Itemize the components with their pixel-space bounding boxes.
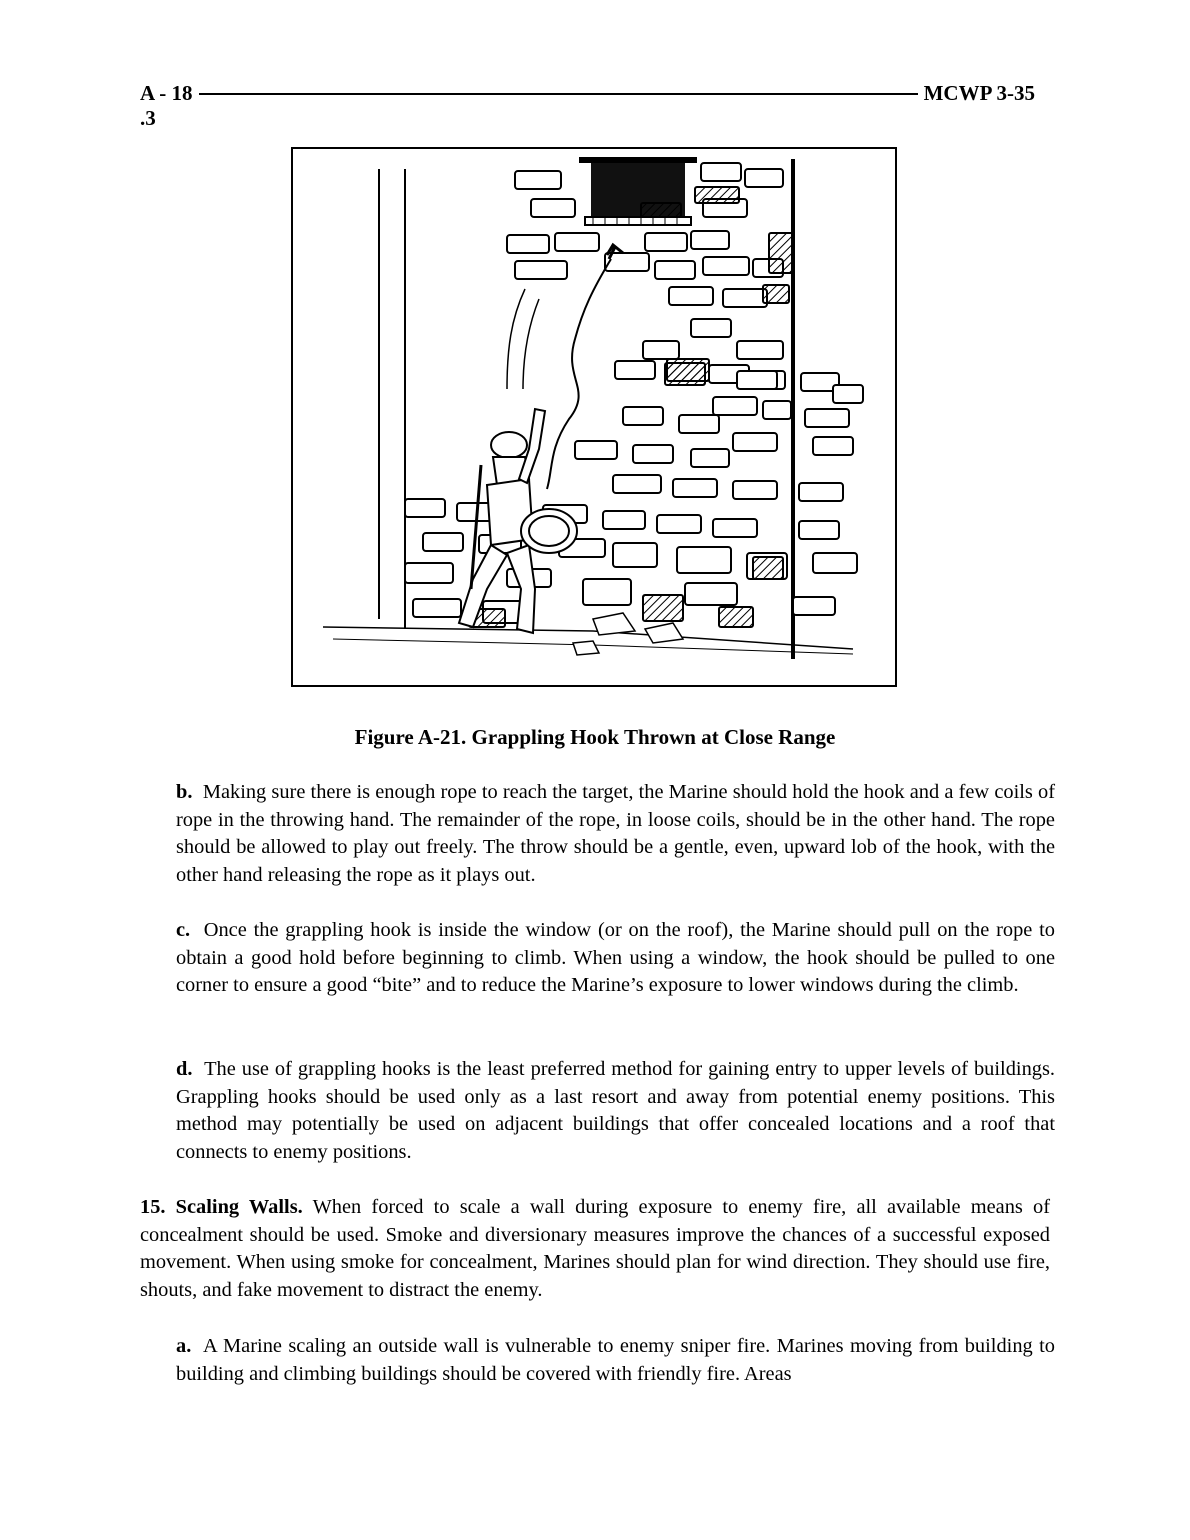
page-header <box>140 80 1035 106</box>
section-heading: 15. Scaling Walls. <box>140 1196 303 1218</box>
publication-id: MCWP 3-35 <box>923 80 1035 105</box>
figure-illustration <box>291 147 897 687</box>
page-number: A - 18 <box>140 80 193 105</box>
paragraph-text: Making sure there is enough rope to reach the target, the Marine should hold the hook and a few coils of rope in the throwing hand. The remainder of the rope, in loose coils, should be in the other hand. The rope should be allowed to play out freely. The throw should be a gentle, even, upward lob of the hook, with the other hand releasing the rope as it plays out. <box>176 781 1055 886</box>
paragraph-label: a. <box>176 1335 192 1357</box>
paragraph-label: d. <box>176 1058 193 1080</box>
paragraph-d <box>176 1056 1055 1166</box>
paragraph-a <box>176 1333 1055 1388</box>
header-rule <box>199 93 918 95</box>
paragraph-b <box>176 779 1055 889</box>
section-scaling-walls <box>140 1194 1050 1304</box>
paragraph-text: Once the grappling hook is inside the window (or on the roof), the Marine should pull on the rope to obtain a good hold before beginning to climb. When using a window, the hook should be pulled to one corner to ensure a good “bite” and to reduce the Marine’s exposure to lower windows during the climb. <box>176 919 1055 996</box>
paragraph-label: c. <box>176 919 191 941</box>
paragraph-text: A Marine scaling an outside wall is vulnerable to enemy sniper fire. Marines moving from building to building and climbing buildings should be covered with friendly fire. Areas <box>176 1335 1055 1385</box>
publication-id-continuation: .3 <box>140 106 156 130</box>
figure-caption: Figure A-21. Grappling Hook Thrown at Close Range <box>354 725 836 749</box>
grappling-hook-drawing <box>293 149 895 685</box>
section-text: When forced to scale a wall during exposure to enemy fire, all available means of concealment should be used. Smoke and diversionary measures improve the chances of a successful exposed movement. When using smoke for concealment, Marines should plan for wind direction. They should use fire, shouts, and fake movement to distract the enemy. <box>140 1196 1051 1301</box>
paragraph-text: The use of grappling hooks is the least preferred method for gaining entry to upper levels of buildings. Grappling hooks should be used only as a last resort and away from potential enemy positions. This method may potentially be used on adjacent buildings that offer concealed locations and a roof that connects to enemy positions. <box>176 1058 1055 1163</box>
paragraph-c <box>176 917 1055 1000</box>
paragraph-label: b. <box>176 781 193 803</box>
